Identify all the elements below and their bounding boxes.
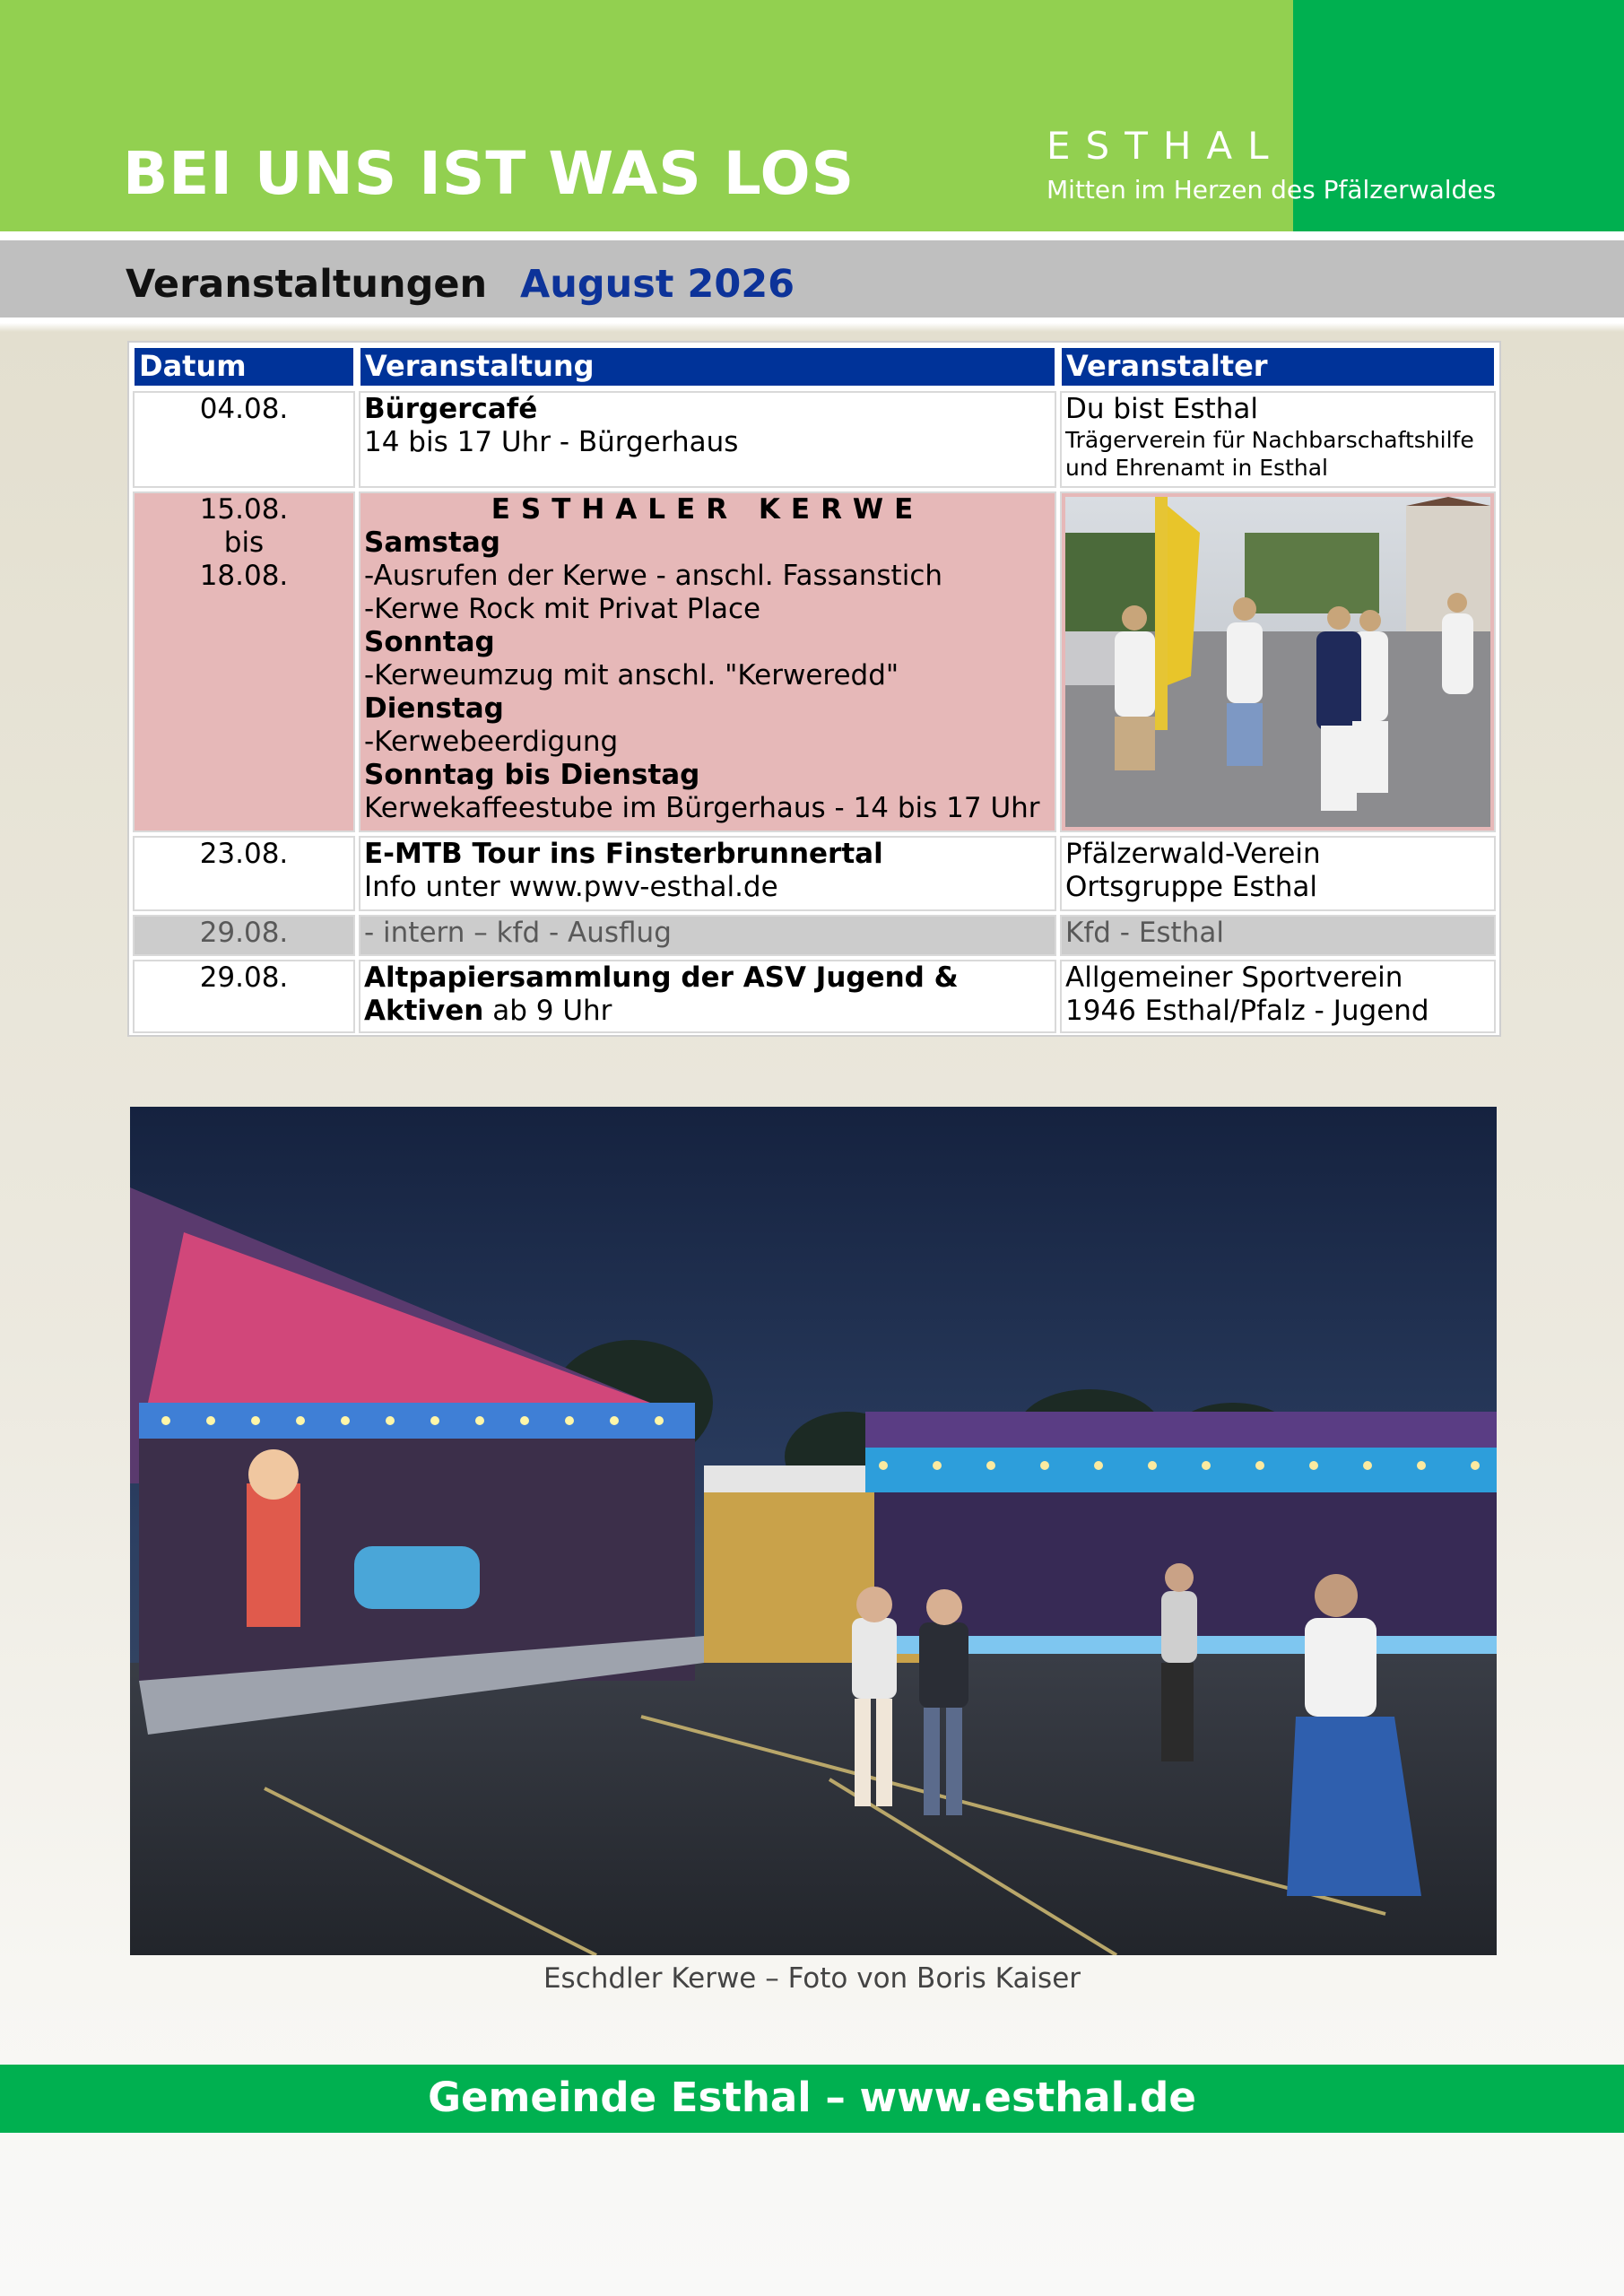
photo-caption: Eschdler Kerwe – Foto von Boris Kaiser [543, 1962, 1081, 1995]
table-row-date [133, 491, 355, 832]
table-row-date [133, 836, 355, 911]
event-title: E-MTB Tour ins Finsterbrunnertal [364, 838, 883, 870]
column-header-organizer: Veranstalter [1060, 346, 1496, 387]
section-title: Veranstaltungen [126, 262, 488, 307]
table-row-date [133, 391, 355, 488]
table-row-organizer [1060, 391, 1496, 488]
footer-text: Gemeinde Esthal – www.esthal.de [428, 2074, 1196, 2121]
event-title: - intern – kfd - Ausflug [364, 917, 672, 949]
event-title: Altpapiersammlung der ASV Jugend & [364, 961, 959, 994]
organizer-name: Du bist Esthal [1065, 393, 1258, 425]
organizer-name: Pfälzerwald-Verein [1065, 838, 1321, 870]
organizer-sub: Trägerverein für Nachbarschaftshilfe [1065, 427, 1474, 453]
kerwe-item: Kerwekaffeestube im Bürgerhaus - 14 bis 17 Uhr [364, 792, 1040, 824]
table-row-organizer [1060, 915, 1496, 956]
page-title: BEI UNS IST WAS LOS [123, 139, 855, 208]
date-text: 23.08. [199, 838, 289, 870]
kerwe-day: Dienstag [364, 692, 504, 725]
organizer-name: 1946 Esthal/Pfalz - Jugend [1065, 995, 1429, 1027]
kerwe-item: -Kerwe Rock mit Privat Place [364, 593, 761, 625]
organizer-sub: und Ehrenamt in Esthal [1065, 455, 1328, 481]
kerwe-item: -Ausrufen der Kerwe - anschl. Fassanstich [364, 560, 943, 592]
table-row-event [359, 915, 1056, 956]
event-title: Bürgercafé [364, 393, 538, 425]
table-row-organizer [1060, 960, 1496, 1033]
event-detail: Info unter www.pwv-esthal.de [364, 871, 778, 903]
organizer-name: Kfd - Esthal [1065, 917, 1224, 949]
table-row-event [359, 960, 1056, 1033]
section-month: August 2026 [520, 262, 795, 307]
table-row-event [359, 836, 1056, 911]
table-row-event [359, 491, 1056, 832]
table-row-organizer [1060, 491, 1496, 832]
event-detail: 14 bis 17 Uhr - Bürgerhaus [364, 426, 739, 458]
town-tagline: Mitten im Herzen des Pfälzerwaldes [1046, 175, 1497, 204]
date-text: 29.08. [199, 961, 289, 994]
kerwe-item: -Kerweumzug mit anschl. "Kerweredd" [364, 659, 899, 691]
fairground-night-photo [130, 1107, 1497, 1955]
table-row-date [133, 960, 355, 1033]
organizer-name: Ortsgruppe Esthal [1065, 871, 1317, 903]
column-header-event: Veranstaltung [359, 346, 1056, 387]
event-detail [364, 995, 1051, 1028]
column-header-date: Datum [133, 346, 355, 387]
kerwe-day: Samstag [364, 526, 500, 559]
date-text: 04.08. [199, 393, 289, 425]
event-title-bold: Aktiven [364, 995, 484, 1027]
table-row-event [359, 391, 1056, 488]
kerwe-day: Sonntag bis Dienstag [364, 759, 700, 791]
kerwe-day: Sonntag [364, 626, 495, 658]
date-text: 29.08. [199, 917, 289, 949]
organizer-name: Allgemeiner Sportverein [1065, 961, 1403, 994]
town-name: ESTHAL [1046, 124, 1284, 168]
kerwe-heading: ESTHALER KERWE [491, 493, 925, 526]
kerwe-parade-photo [1065, 497, 1490, 827]
date-separator: bis [223, 526, 265, 559]
event-time: ab 9 Uhr [483, 995, 612, 1027]
date-start: 15.08. [199, 493, 289, 526]
kerwe-item: -Kerwebeerdigung [364, 726, 619, 758]
date-end: 18.08. [199, 560, 289, 592]
table-row-date [133, 915, 355, 956]
table-row-organizer [1060, 836, 1496, 911]
events-table [127, 341, 1501, 1037]
